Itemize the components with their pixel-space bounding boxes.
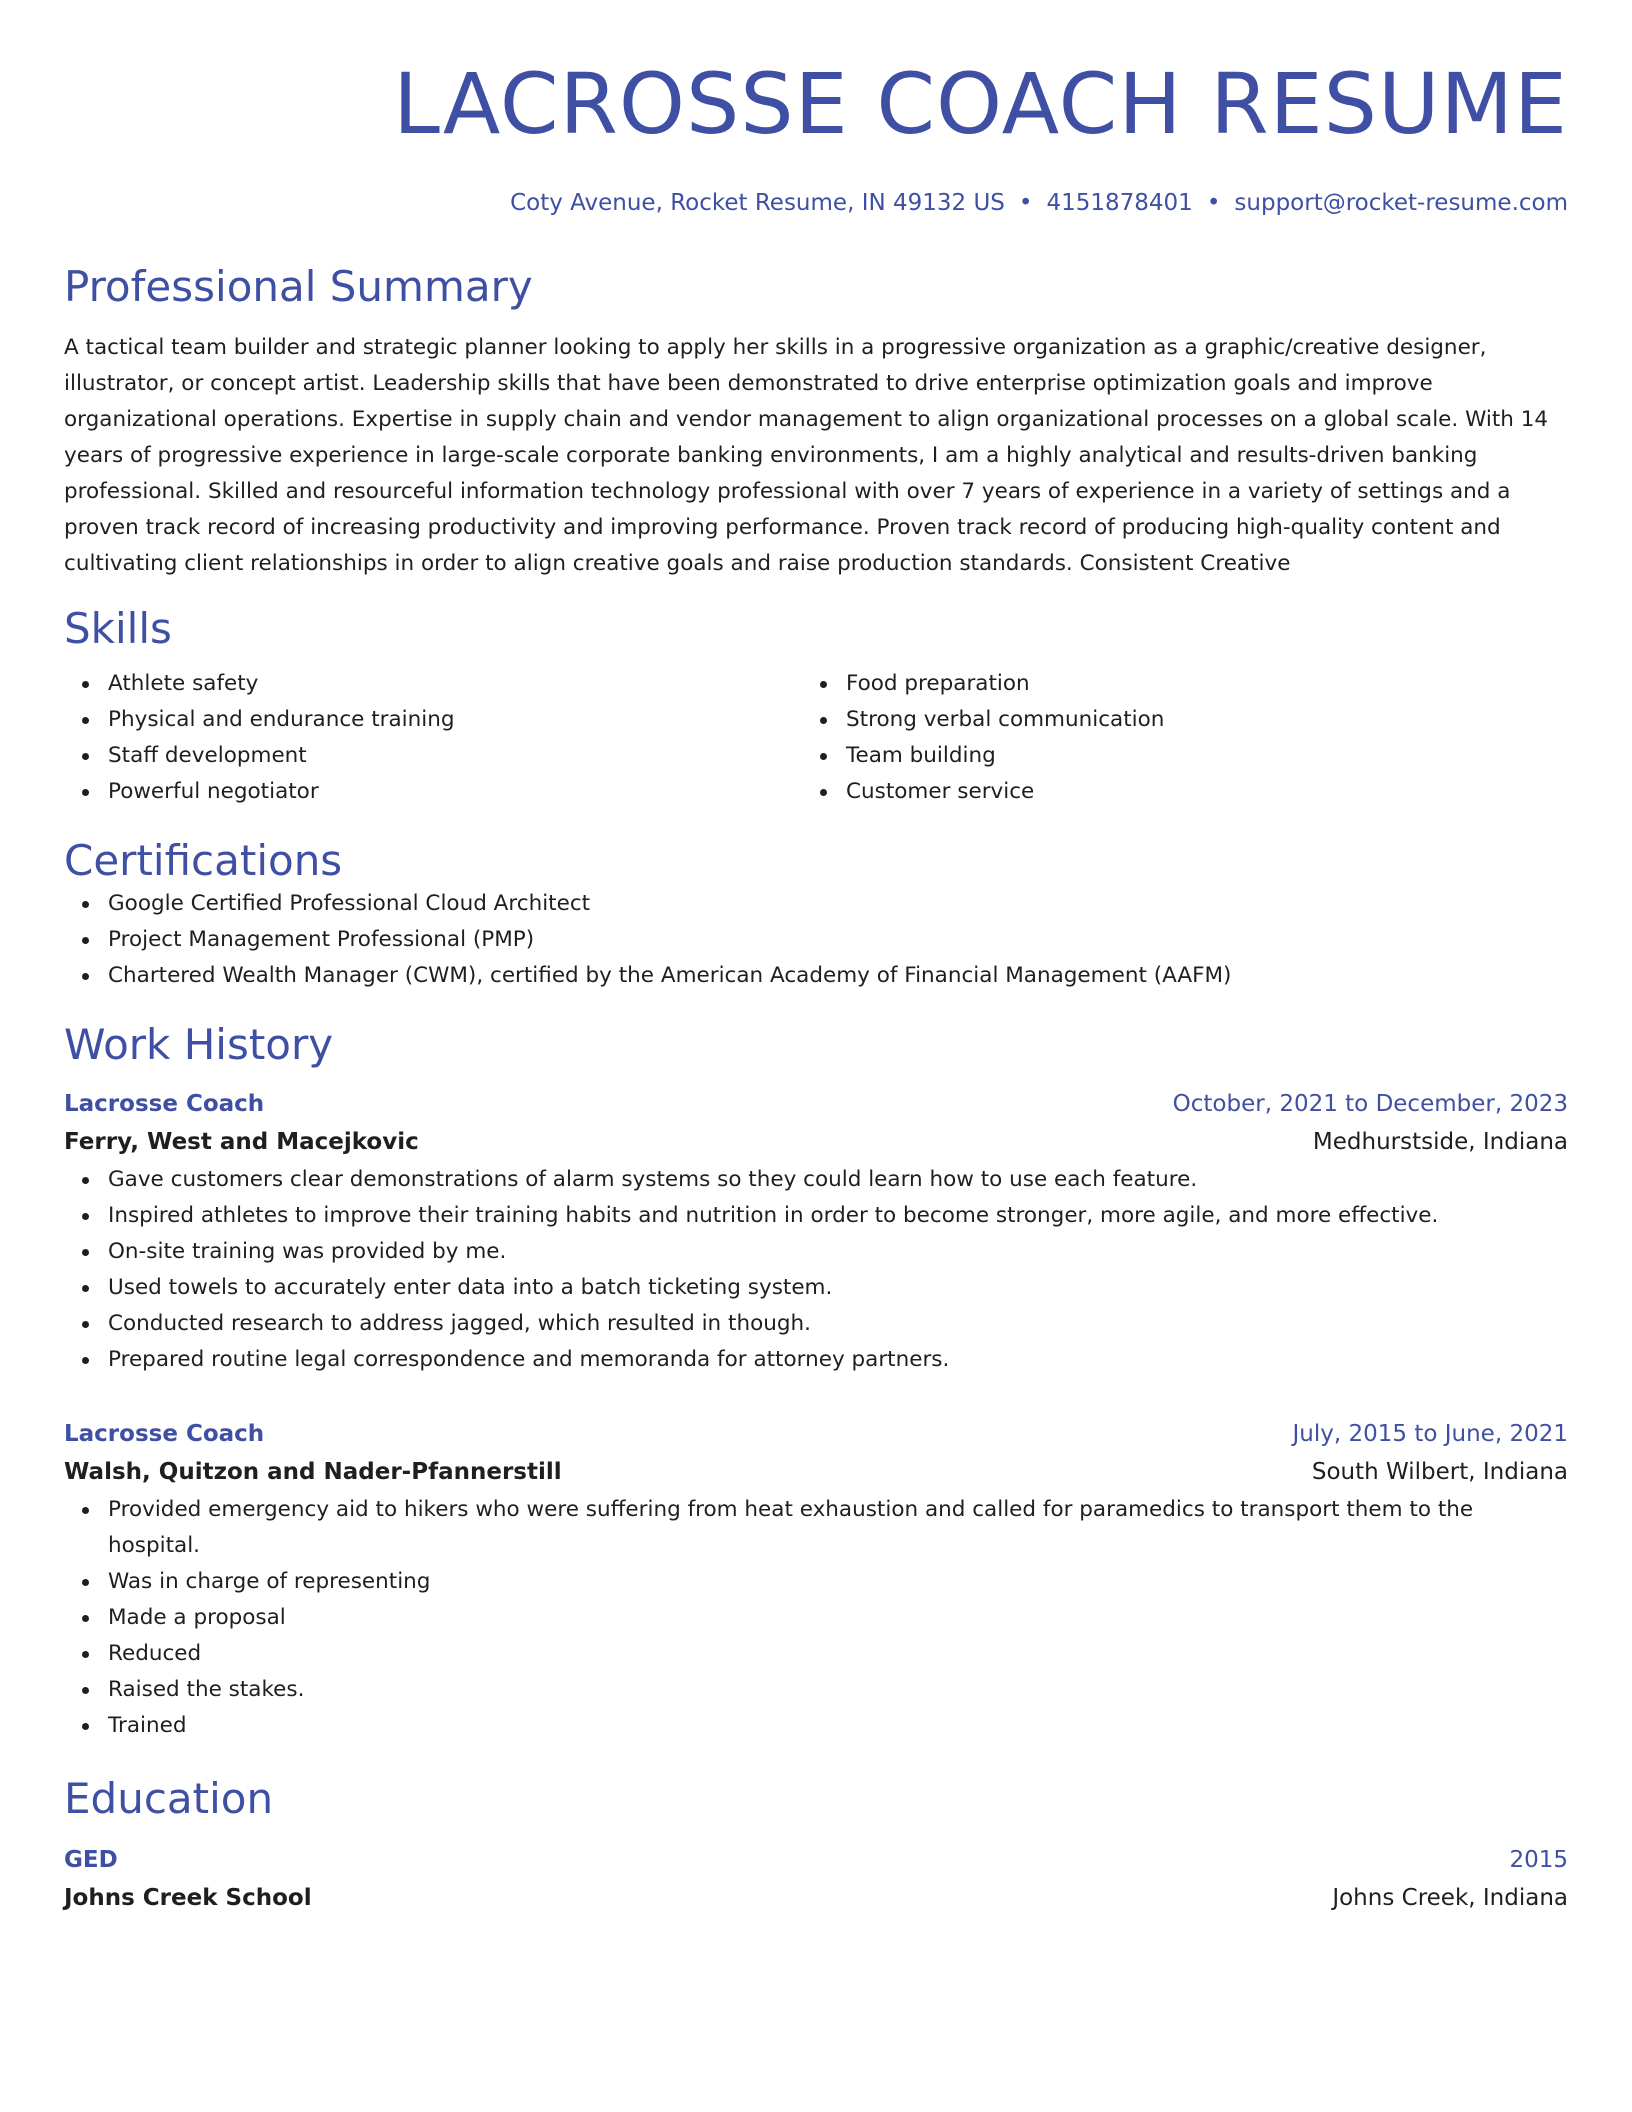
job-bullet: On-site training was provided by me. [108,1234,1568,1270]
job-bullet: Raised the stakes. [108,1672,1568,1708]
contact-line [64,188,1568,218]
summary-heading: Professional Summary [64,262,533,311]
skill-item: Staff development [108,738,802,774]
education-heading: Education [64,1774,274,1823]
skills-column-right [802,666,1540,810]
skills-list-left [64,666,802,810]
job-title: Lacrosse Coach [64,1091,265,1117]
contact-separator: • [1206,190,1221,216]
job-bullet: Trained [108,1708,1568,1744]
job-bullets [64,1492,1568,1744]
skill-item: Team building [846,738,1540,774]
education-entry [64,1842,1568,1918]
job-bullet: Provided emergency aid to hikers who were suffering from heat exhaustion and called for paramedics to transport them to the hospital. [108,1492,1568,1564]
job-bullet: Reduced [108,1636,1568,1672]
skill-item: Customer service [846,774,1540,810]
resume-header [64,56,1568,218]
skills-column-left [64,666,802,810]
contact-address: Coty Avenue, Rocket Resume, IN 49132 US [510,190,1005,216]
certification-item: Chartered Wealth Manager (CWM), certified by the American Academy of Financial Management (AAFM) [108,958,1568,994]
work-history-heading: Work History [64,1020,334,1069]
education-header-row [64,1842,1568,1878]
job-dates: October, 2021 to December, 2023 [1172,1091,1568,1117]
education-degree: GED [64,1847,118,1873]
certifications-heading: Certifications [64,836,343,885]
summary-text: A tactical team builder and strategic planner looking to apply her skills in a progressive organization as a graphic/creative designer, illustrator, or concept artist. Leadership skills that have been demonstrated to drive enterprise optimization goals and improve organizational operations. Expertise in supply chain and vendor management to align organizational processes on a global scale. With 14 years of progressive experience in large-scale corporate banking environments, I am a highly analytical and results-driven banking professional. Skilled and resourceful information technology professional with over 7 years of experience in a variety of settings and a proven track record of increasing productivity and improving performance. Proven track record of producing high-quality content and cultivating client relationships in order to align creative goals and raise production standards. Consistent Creative [64,335,1549,576]
resume-title: LACROSSE COACH RESUME [393,55,1568,153]
skills-grid [64,666,1568,810]
job-bullet: Prepared routine legal correspondence and memoranda for attorney partners. [108,1342,1568,1378]
job-bullet: Inspired athletes to improve their training habits and nutrition in order to become stronger, more agile, and more effective. [108,1198,1568,1234]
certification-item: Google Certified Professional Cloud Architect [108,886,1568,922]
job-company: Ferry, West and Macejkovic [64,1129,419,1155]
certifications-list [64,886,1568,994]
job-title: Lacrosse Coach [64,1421,265,1447]
education-school: Johns Creek School [64,1885,312,1911]
job-bullet: Used towels to accurately enter data into a batch ticketing system. [108,1270,1568,1306]
job-bullet: Conducted research to address jagged, which resulted in though. [108,1306,1568,1342]
education-location: Johns Creek, Indiana [1332,1885,1568,1911]
job-bullet: Made a proposal [108,1600,1568,1636]
skill-item: Food preparation [846,666,1540,702]
education-year: 2015 [1509,1847,1568,1873]
job-company: Walsh, Quitzon and Nader-Pfannerstill [64,1459,562,1485]
job-header-row [64,1086,1568,1122]
job-entry [64,1416,1568,1744]
skill-item: Athlete safety [108,666,802,702]
skill-item: Strong verbal communication [846,702,1540,738]
job-bullets [64,1162,1568,1378]
job-dates: July, 2015 to June, 2021 [1292,1421,1568,1447]
job-entry [64,1086,1568,1378]
job-company-row [64,1122,1568,1162]
skills-heading: Skills [64,604,172,653]
job-bullet: Was in charge of representing [108,1564,1568,1600]
job-bullet: Gave customers clear demonstrations of alarm systems so they could learn how to use each feature. [108,1162,1568,1198]
job-location: South Wilbert, Indiana [1311,1459,1568,1485]
contact-separator: • [1018,190,1033,216]
skills-list-right [802,666,1540,810]
skill-item: Physical and endurance training [108,702,802,738]
job-company-row [64,1452,1568,1492]
job-location: Medhurstside, Indiana [1312,1129,1568,1155]
education-school-row [64,1878,1568,1918]
job-header-row [64,1416,1568,1452]
skill-item: Powerful negotiator [108,774,802,810]
contact-phone: 4151878401 [1046,190,1193,216]
contact-email[interactable]: support@rocket-resume.com [1234,190,1568,216]
certification-item: Project Management Professional (PMP) [108,922,1568,958]
